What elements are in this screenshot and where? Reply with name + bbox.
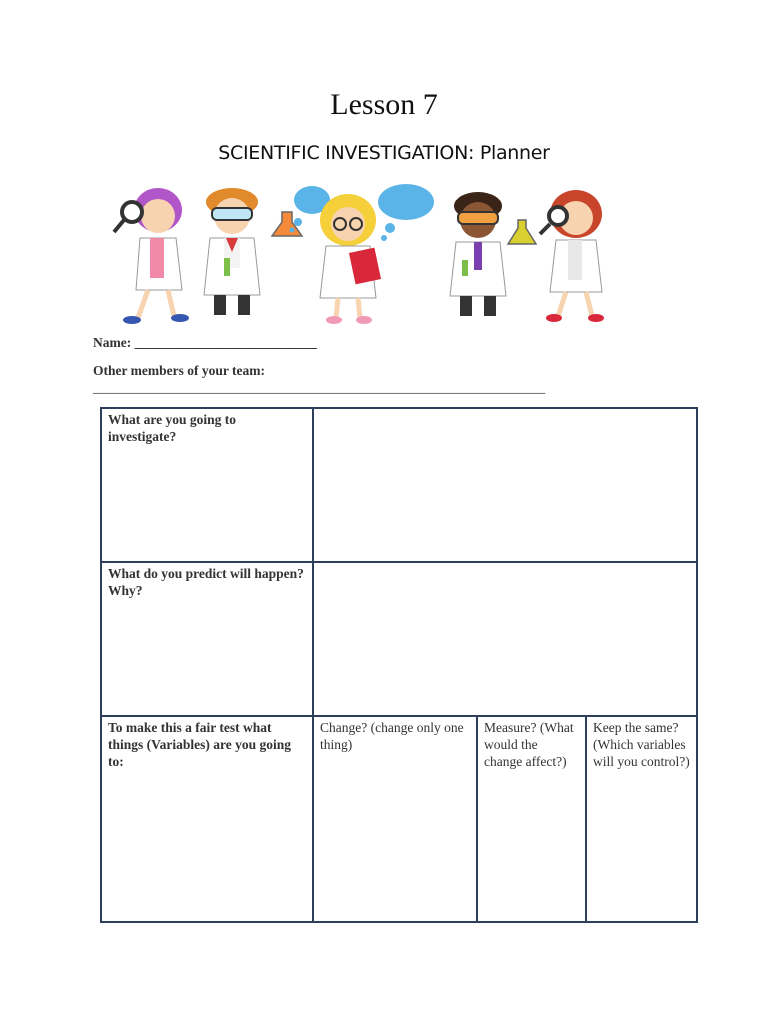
question-fair-test: To make this a fair test what things (Variables) are you going to: — [101, 716, 313, 922]
kid-goggles-flask-right — [450, 192, 536, 316]
team-members-field[interactable]: ___________________________________________________________________ — [93, 380, 546, 395]
variable-keep-same-cell[interactable]: Keep the same? (Which variables will you control?) — [586, 716, 697, 922]
page-subtitle: SCIENTIFIC INVESTIGATION: Planner — [218, 142, 550, 164]
question-predict: What do you predict will happen? Why? — [101, 562, 313, 716]
planner-row-investigate — [101, 408, 697, 562]
kid-reading-book — [320, 194, 381, 324]
kid-magnifier-right — [540, 190, 604, 322]
kid-goggles-flask — [204, 188, 302, 315]
team-members-label: Other members of your team: — [93, 363, 265, 378]
scientist-kids-illustration — [100, 180, 640, 330]
planner-row-variables — [101, 716, 697, 922]
page-title: Lesson 7 — [330, 88, 438, 121]
answer-predict[interactable] — [313, 562, 697, 716]
name-field-label[interactable]: Name: ___________________________ — [93, 335, 317, 350]
variable-change-cell[interactable]: Change? (change only one thing) — [313, 716, 477, 922]
answer-investigate[interactable] — [313, 408, 697, 562]
thought-bubble-large — [378, 184, 434, 241]
kid-magnifier-left — [114, 188, 189, 324]
variable-measure-cell[interactable]: Measure? (What would the change affect?) — [477, 716, 586, 922]
planner-row-predict — [101, 562, 697, 716]
planner-table — [100, 407, 698, 923]
question-investigate: What are you going to investigate? — [101, 408, 313, 562]
